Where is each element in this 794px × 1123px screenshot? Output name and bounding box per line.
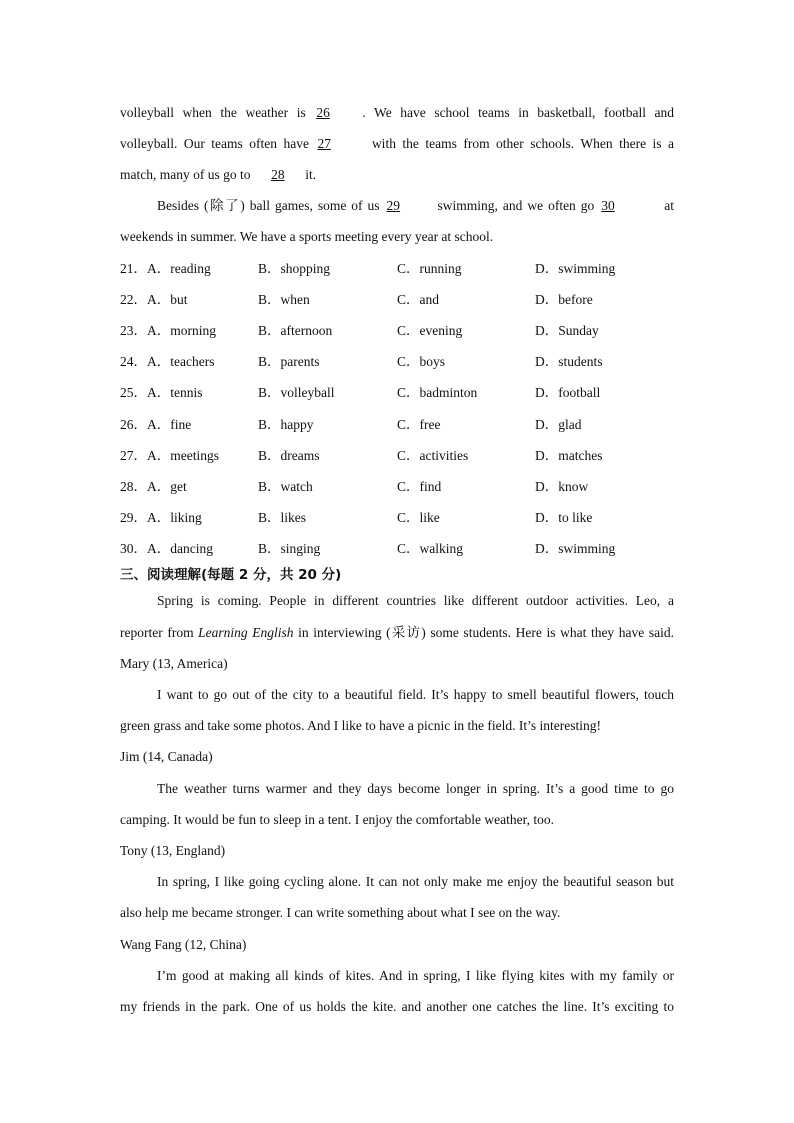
option-row xyxy=(120,291,720,309)
text: in interviewing (采访) some students. Here is what they have said. xyxy=(293,625,674,640)
blank-28: 28 xyxy=(271,167,285,182)
option-b: B．volleyball xyxy=(258,385,335,400)
blank-29: 29 xyxy=(386,198,401,213)
text: volleyball when the weather is xyxy=(120,105,306,120)
text: reporter from xyxy=(120,625,199,640)
option-row xyxy=(120,416,720,434)
option-d: D．glad xyxy=(535,417,582,432)
cloze-line-4 xyxy=(157,197,674,215)
option-row xyxy=(120,540,720,558)
blank-27: 27 xyxy=(317,136,331,151)
blank-26: 26 xyxy=(316,105,330,120)
option-c: C．like xyxy=(397,510,440,525)
option-a: 30．A．dancing xyxy=(120,541,213,556)
paragraph-line: my friends in the park. One of us holds the kite. and another one catches the line. It’s exciting to xyxy=(120,999,674,1014)
option-row xyxy=(120,478,720,496)
option-row xyxy=(120,447,720,465)
option-b: B．shopping xyxy=(258,261,331,276)
option-d: D．football xyxy=(535,385,601,400)
option-a: 29．A．liking xyxy=(120,510,202,525)
option-c: C．activities xyxy=(397,448,469,463)
paragraph-line: green grass and take some photos. And I like to have a picnic in the field. It’s interesting! xyxy=(120,718,601,733)
intro-line-1: Spring is coming. People in different countries like different outdoor activities. Leo, a xyxy=(157,593,674,608)
option-a: 21．A．reading xyxy=(120,261,211,276)
text: Besides (除了) ball games, some of us xyxy=(157,198,380,213)
paragraph-line: I’m good at making all kinds of kites. And in spring, I like flying kites with my family or xyxy=(157,968,674,983)
option-c: C．free xyxy=(397,417,441,432)
text: with the teams from other schools. When there is a xyxy=(371,136,675,151)
option-c: C．walking xyxy=(397,541,463,556)
section-title: 三、阅读理解(每题 2 分，共 20 分) xyxy=(120,567,342,583)
text: swimming, and we often go xyxy=(437,198,595,213)
option-d: D．students xyxy=(535,354,603,369)
option-b: B．afternoon xyxy=(258,323,333,338)
text: it. xyxy=(305,167,317,182)
option-c: C．evening xyxy=(397,323,463,338)
speaker-label: Jim (14, Canada) xyxy=(120,749,213,764)
option-c: C．badminton xyxy=(397,385,478,400)
option-b: B．dreams xyxy=(258,448,320,463)
speaker-label: Tony (13, England) xyxy=(120,843,226,858)
option-d: D．before xyxy=(535,292,593,307)
option-row xyxy=(120,322,720,340)
option-c: C．boys xyxy=(397,354,446,369)
text: match, many of us go to xyxy=(120,167,251,182)
paragraph-line: also help me became stronger. I can write something about what I see on the way. xyxy=(120,905,561,920)
option-row xyxy=(120,260,720,278)
paragraph-line: In spring, I like going cycling alone. It can not only make me enjoy the beautiful season but xyxy=(157,874,674,889)
option-d: D．Sunday xyxy=(535,323,599,338)
intro-line-2 xyxy=(120,624,674,642)
option-row xyxy=(120,384,720,402)
option-b: B．singing xyxy=(258,541,321,556)
option-d: D．matches xyxy=(535,448,603,463)
speaker-label: Wang Fang (12, China) xyxy=(120,937,247,952)
speaker-label: Mary (13, America) xyxy=(120,656,228,671)
option-a: 27．A．meetings xyxy=(120,448,219,463)
option-c: C．running xyxy=(397,261,462,276)
cloze-line-5: weekends in summer. We have a sports meeting every year at school. xyxy=(120,229,494,244)
option-a: 28．A．get xyxy=(120,479,187,494)
option-row xyxy=(120,353,720,371)
paragraph-line: camping. It would be fun to sleep in a tent. I enjoy the comfortable weather, too. xyxy=(120,812,554,827)
paragraph-line: The weather turns warmer and they days become longer in spring. It’s a good time to go xyxy=(157,781,674,796)
option-c: C．find xyxy=(397,479,442,494)
option-b: B．happy xyxy=(258,417,314,432)
option-a: 22．A．but xyxy=(120,292,188,307)
magazine-title: Learning English xyxy=(198,625,294,640)
blank-30: 30 xyxy=(601,198,615,213)
text: . We have school teams in basketball, football and xyxy=(362,105,675,120)
option-b: B．when xyxy=(258,292,310,307)
option-b: B．parents xyxy=(258,354,320,369)
option-d: D．to like xyxy=(535,510,593,525)
text: volleyball. Our teams often have xyxy=(120,136,309,151)
option-d: D．swimming xyxy=(535,541,616,556)
option-b: B．watch xyxy=(258,479,313,494)
option-d: D．swimming xyxy=(535,261,616,276)
option-d: D．know xyxy=(535,479,589,494)
option-a: 23．A．morning xyxy=(120,323,216,338)
cloze-line-1 xyxy=(120,104,674,122)
cloze-line-2 xyxy=(120,135,674,153)
cloze-line-3 xyxy=(120,166,674,184)
paragraph-line: I want to go out of the city to a beautiful field. It’s happy to smell beautiful flowers, touch xyxy=(157,687,674,702)
option-a: 25．A．tennis xyxy=(120,385,203,400)
option-c: C．and xyxy=(397,292,439,307)
option-a: 26．A．fine xyxy=(120,417,192,432)
option-row xyxy=(120,509,720,527)
option-b: B．likes xyxy=(258,510,307,525)
option-a: 24．A．teachers xyxy=(120,354,215,369)
text: at xyxy=(664,198,675,213)
